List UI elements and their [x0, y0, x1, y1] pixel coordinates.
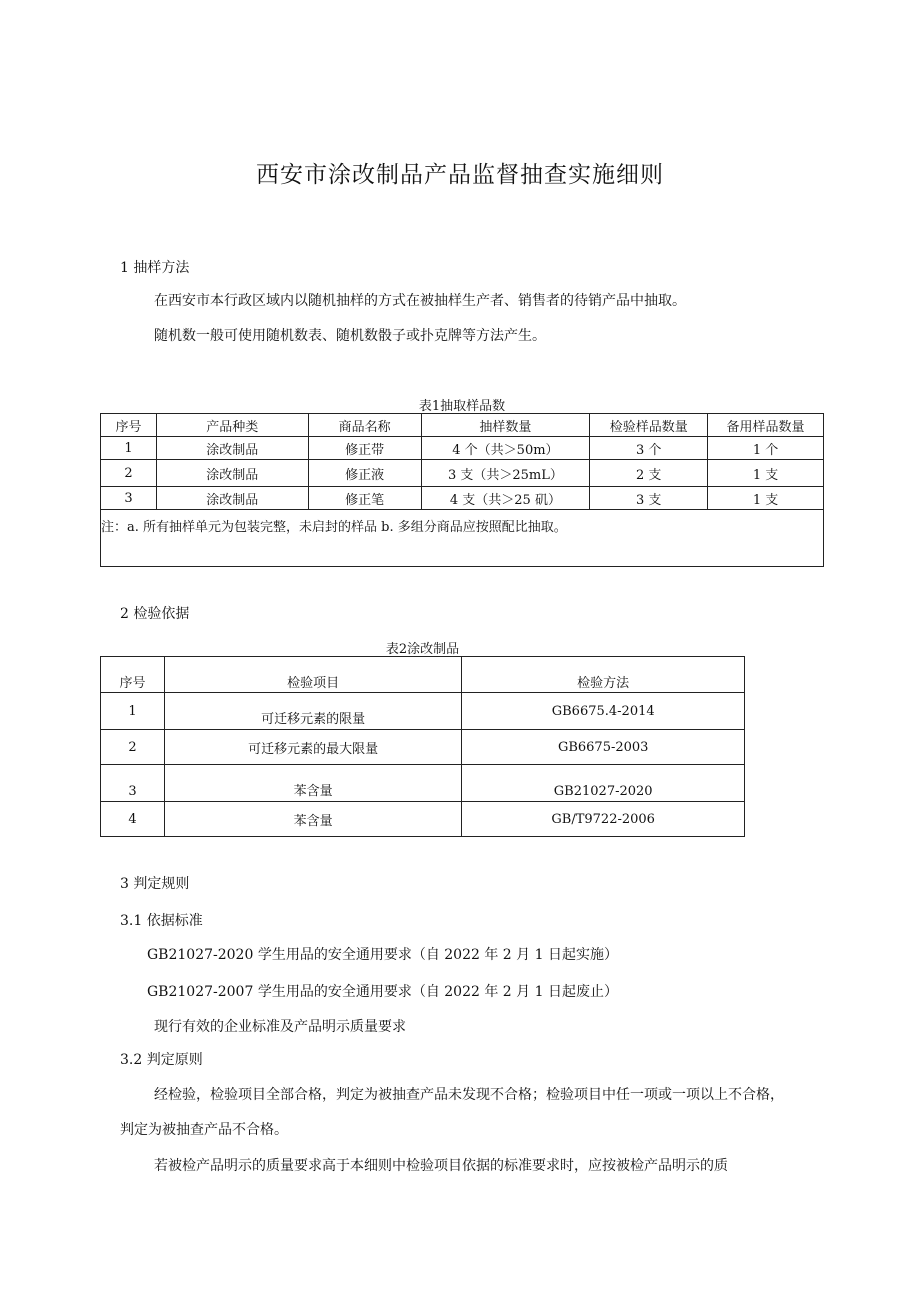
- header-cell: 产品种类: [156, 414, 308, 437]
- section-3-1-heading: 3.1 依据标准: [120, 913, 203, 929]
- table-cell: 涂改制品: [156, 487, 308, 510]
- table-cell: 1: [101, 437, 157, 460]
- table-row: [101, 693, 745, 730]
- table-cell: 可迁移元素的限量: [164, 693, 461, 730]
- judgement-paragraph-2: 若被检产品明示的质量要求高于本细则中检验项目依据的标准要求时，应按被检产品明示的质: [154, 1158, 728, 1174]
- table-2-caption: 表2涂改制品: [385, 642, 460, 657]
- table-row: [101, 765, 745, 802]
- header-cell: 检验样品数量: [590, 414, 708, 437]
- header-cell: 备用样品数量: [708, 414, 824, 437]
- table-note: 注：a. 所有抽样单元为包装完整，未启封的样品 b. 多组分商品应按照配比抽取。: [101, 510, 824, 567]
- table-cell: 涂改制品: [156, 437, 308, 460]
- sample-count-table: [100, 413, 824, 567]
- table-cell: 3: [101, 765, 165, 802]
- page-title: 西安市涂改制品产品监督抽查实施细则: [256, 162, 664, 188]
- section-2-heading: 2 检验依据: [120, 606, 190, 622]
- table-row: [101, 437, 824, 460]
- section-1-paragraph-2: 随机数一般可使用随机数表、随机数骰子或扑克牌等方法产生。: [154, 328, 546, 344]
- standard-line-1: GB21027-2020 学生用品的安全通用要求（自 2022 年 2 月 1 日起实施）: [147, 947, 618, 963]
- table-cell: 3 个: [590, 437, 708, 460]
- table-row: [101, 460, 824, 487]
- table-header-row: [101, 414, 824, 437]
- table-cell: 修正液: [308, 460, 421, 487]
- table-cell: GB6675.4-2014: [462, 693, 745, 730]
- table-cell: 2 支: [590, 460, 708, 487]
- table-cell: 2: [101, 460, 157, 487]
- header-cell: 抽样数量: [421, 414, 590, 437]
- table-cell: 4 支（共＞25 矶）: [421, 487, 590, 510]
- inspection-basis-table: [100, 656, 745, 837]
- standard-line-2: GB21027-2007 学生用品的安全通用要求（自 2022 年 2 月 1 日起废止）: [147, 984, 618, 1000]
- table-cell: GB/T9722-2006: [462, 802, 745, 837]
- table-cell: 苯含量: [164, 802, 461, 837]
- table-note-row: [101, 510, 824, 567]
- table-cell: 1 支: [708, 460, 824, 487]
- section-1-paragraph-1: 在西安市本行政区域内以随机抽样的方式在被抽样生产者、销售者的待销产品中抽取。: [154, 293, 686, 309]
- section-3-2-heading: 3.2 判定原则: [120, 1052, 203, 1068]
- table-cell: 涂改制品: [156, 460, 308, 487]
- table-header-row: [101, 657, 745, 693]
- table-cell: 3 支（共＞25mL）: [421, 460, 590, 487]
- header-cell: 检验项目: [164, 657, 461, 693]
- header-cell: 商品名称: [308, 414, 421, 437]
- table-cell: 1: [101, 693, 165, 730]
- table-cell: 4: [101, 802, 165, 837]
- section-3-heading: 3 判定规则: [120, 876, 190, 892]
- table-cell: 苯含量: [164, 765, 461, 802]
- table-cell: 2: [101, 730, 165, 765]
- judgement-paragraph-line-2: 判定为被抽查产品不合格。: [120, 1122, 288, 1138]
- table-cell: 1 个: [708, 437, 824, 460]
- header-cell: 序号: [101, 414, 157, 437]
- judgement-paragraph-line-1: 经检验，检验项目全部合格，判定为被抽查产品未发现不合格；检验项目中任一项或一项以上不合格，: [154, 1087, 784, 1103]
- header-cell: 检验方法: [462, 657, 745, 693]
- table-cell: 3 支: [590, 487, 708, 510]
- table-cell: 1 支: [708, 487, 824, 510]
- table-cell: GB6675-2003: [462, 730, 745, 765]
- table-cell: 4 个（共＞50m）: [421, 437, 590, 460]
- table-row: [101, 802, 745, 837]
- standard-line-3: 现行有效的企业标准及产品明示质量要求: [154, 1019, 406, 1035]
- table-1-caption: 表1抽取样品数: [418, 399, 506, 414]
- table-cell: 可迁移元素的最大限量: [164, 730, 461, 765]
- table-row: [101, 487, 824, 510]
- header-cell: 序号: [101, 657, 165, 693]
- table-row: [101, 730, 745, 765]
- table-cell: 3: [101, 487, 157, 510]
- table-cell: GB21027-2020: [462, 765, 745, 802]
- table-cell: 修正笔: [308, 487, 421, 510]
- table-cell: 修正带: [308, 437, 421, 460]
- section-1-heading: 1 抽样方法: [120, 260, 190, 276]
